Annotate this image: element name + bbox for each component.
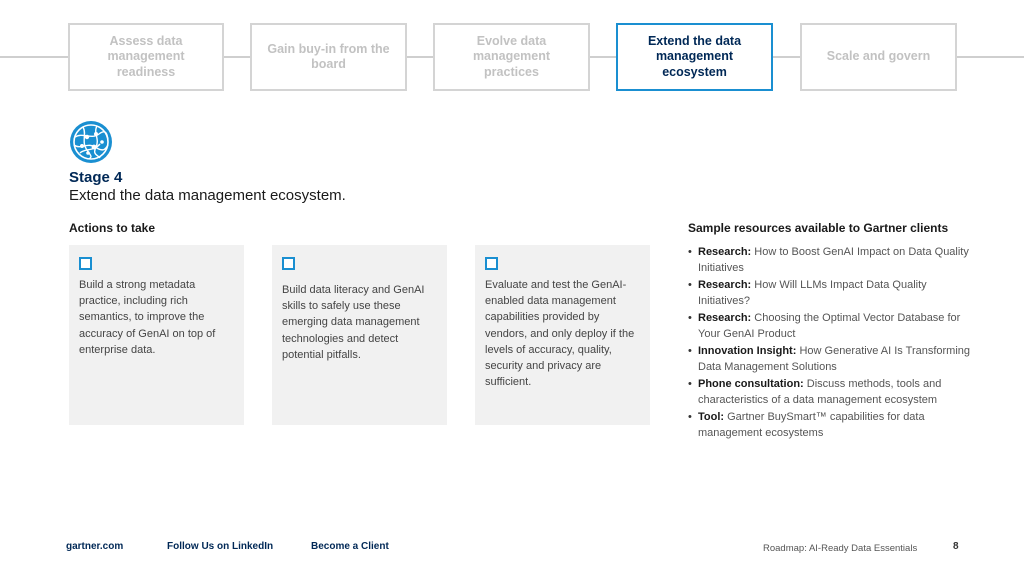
footer-link-become-client[interactable]: Become a Client: [311, 541, 389, 552]
resource-title[interactable]: Gartner BuySmart™ capabilities for data management ecosystems: [698, 411, 925, 439]
stage-title: Extend the data management ecosystem.: [69, 187, 346, 204]
roadmap-step-extend-active[interactable]: Extend the data management ecosystem: [616, 23, 773, 91]
globe-network-icon: [69, 120, 113, 164]
stage-label: Stage 4: [69, 169, 123, 186]
resource-item[interactable]: [688, 278, 978, 309]
action-checkbox-2[interactable]: [282, 257, 295, 270]
action-checkbox-1[interactable]: [79, 257, 92, 270]
resource-title[interactable]: Choosing the Optimal Vector Database for Your GenAI Product: [698, 312, 961, 340]
footer-link-linkedin[interactable]: Follow Us on LinkedIn: [167, 541, 274, 552]
resource-item[interactable]: [688, 410, 978, 441]
resource-type: Tool:: [698, 411, 725, 423]
resource-title[interactable]: Discuss methods, tools and characteristics of a data management ecosystem: [698, 378, 942, 406]
resource-item[interactable]: [688, 377, 978, 408]
resource-item[interactable]: [688, 311, 978, 342]
action-text-3: Evaluate and test the GenAI-enabled data management capabilities provided by vendors, and only deploy if the levels of accuracy, quality, security and privacy are sufficient.: [485, 279, 635, 389]
action-checkbox-3[interactable]: [485, 257, 498, 270]
action-card-3: [475, 245, 650, 425]
resources-heading: Sample resources available to Gartner clients: [688, 221, 949, 235]
resource-type: Innovation Insight:: [698, 345, 797, 357]
action-card-1: [69, 245, 244, 425]
roadmap-step-scale-govern[interactable]: Scale and govern: [800, 23, 957, 91]
action-text-1: Build a strong metadata practice, including rich semantics, to improve the accuracy of GenAI on top of enterprise data.: [79, 279, 216, 356]
roadmap-step-assess[interactable]: Assess data management readiness: [68, 23, 224, 91]
resource-title[interactable]: How Generative AI Is Transforming Data Management Solutions: [698, 345, 971, 373]
resource-type: Research:: [698, 279, 752, 291]
resource-title[interactable]: How Will LLMs Impact Data Quality Initiatives?: [698, 279, 927, 307]
action-card-2: [272, 245, 447, 425]
resource-item[interactable]: [688, 245, 978, 276]
footer-link-gartner[interactable]: gartner.com: [66, 541, 124, 552]
resource-type: Phone consultation:: [698, 378, 804, 390]
footer-doc-title: Roadmap: AI-Ready Data Essentials: [763, 543, 918, 554]
page-number: 8: [953, 541, 959, 552]
resource-type: Research:: [698, 246, 752, 258]
roadmap-step-gain-buy-in[interactable]: Gain buy-in from the board: [250, 23, 407, 91]
roadmap-step-evolve[interactable]: Evolve data management practices: [433, 23, 590, 91]
resource-title[interactable]: How to Boost GenAI Impact on Data Quality Initiatives: [698, 246, 969, 274]
resources-list: [688, 245, 978, 443]
actions-heading: Actions to take: [69, 221, 156, 235]
action-text-2: Build data literacy and GenAI skills to safely use these emerging data management technologies and detect potential pitfalls.: [282, 284, 425, 361]
resource-type: Research:: [698, 312, 752, 324]
resource-item[interactable]: [688, 344, 978, 375]
